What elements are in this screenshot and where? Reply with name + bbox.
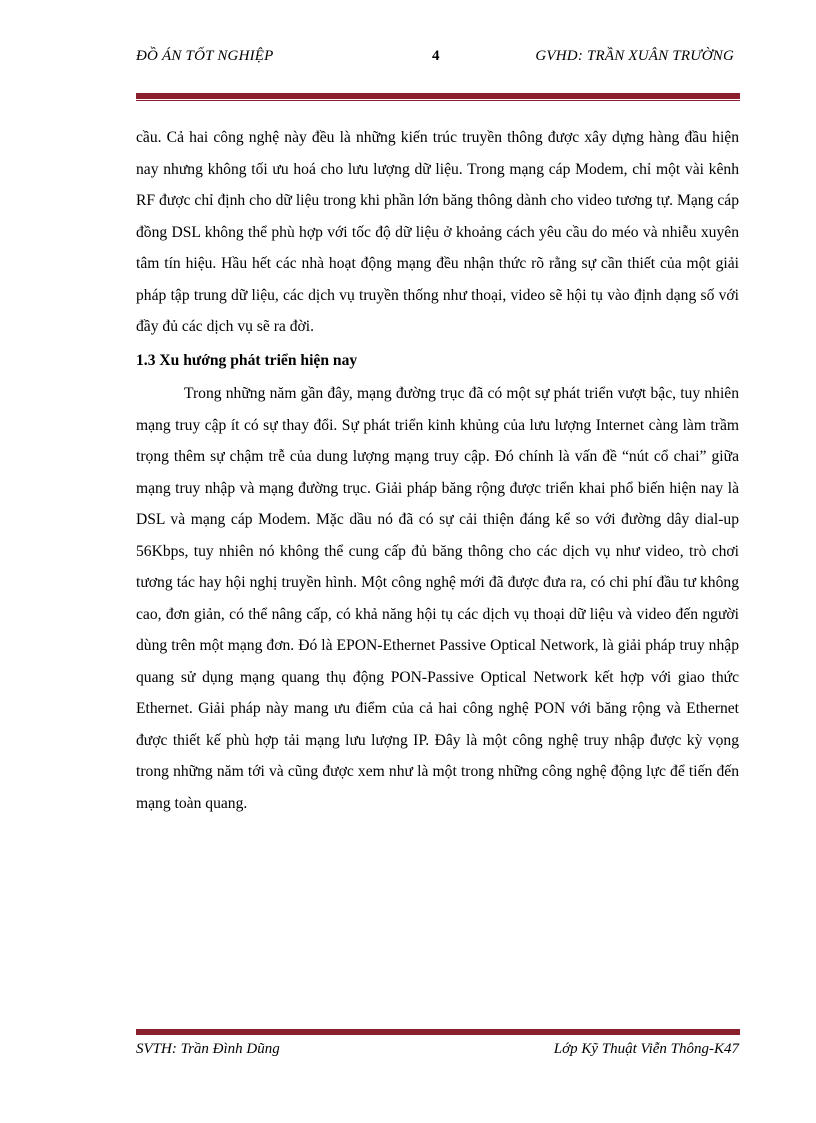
header-divider xyxy=(136,93,740,99)
header-project-title: ĐỒ ÁN TỐT NGHIỆP xyxy=(136,48,274,64)
footer-student: SVTH: Trần Đình Dũng xyxy=(136,1041,280,1057)
paragraph-continuation: cầu. Cả hai công nghệ này đều là những kiến trúc truyền thông được xây dựng hàng đầu hiện nay nhưng không tối ưu hoá cho lưu lượng dữ liệu. Trong mạng cáp Modem, chỉ một vài kênh RF được chỉ định cho dữ liệu trong khi phần lớn băng thông dành cho video tương tự. Mạng cáp đồng DSL không thể phù hợp với tốc độ dữ liệu ở khoảng cách yêu cầu do méo và nhiễu xuyên tâm tín hiệu. Hầu hết các nhà hoạt động mạng đều nhận thức rõ rằng sự cần thiết của một giải pháp tập trung dữ liệu, các dịch vụ truyền thống như thoại, video sẽ hội tụ vào định dạng số với đầy đủ các dịch vụ sẽ ra đời. xyxy=(136,129,739,335)
footer-divider xyxy=(136,1029,740,1035)
page-header xyxy=(136,46,736,72)
document-body xyxy=(136,122,739,819)
header-advisor: GVHD: TRẦN XUÂN TRƯỜNG xyxy=(535,48,734,64)
page-footer xyxy=(136,1041,739,1065)
footer-class: Lớp Kỹ Thuật Viễn Thông-K47 xyxy=(553,1041,739,1057)
section-heading: 1.3 Xu hướng phát triển hiện nay xyxy=(136,351,358,369)
page-number: 4 xyxy=(432,48,440,64)
paragraph-trend: Trong những năm gần đây, mạng đường trục đã có một sự phát triển vượt bậc, tuy nhiên mạng truy cập ít có sự thay đổi. Sự phát triển kinh khủng của lưu lượng Internet càng làm trầm trọng thêm sự chậm trễ của dung lượng mạng truy cập. Đó chính là vấn đề “nút cổ chai” giữa mạng truy nhập và mạng đường trục. Giải pháp băng rộng được triển khai phổ biến hiện nay là DSL và mạng cáp Modem. Mặc dầu nó đã có sự cải thiện đáng kể so với đường dây dial-up 56Kbps, tuy nhiên nó không thể cung cấp đủ băng thông cho các dịch vụ như video, trò chơi tương tác hay hội nghị truyền hình. Một công nghệ mới đã được đưa ra, có chi phí đầu tư không cao, đơn giản, có thể nâng cấp, có khả năng hội tụ các dịch vụ thoại dữ liệu và video đến người dùng trên một mạng đơn. Đó là EPON-Ethernet Passive Optical Network, là giải pháp truy nhập quang sử dụng mạng quang thụ động PON-Passive Optical Network kết hợp với giao thức Ethernet. Giải pháp này mang ưu điểm của cả hai công nghệ PON với băng rộng và Ethernet được thiết kế phù hợp tải mạng lưu lượng IP. Đây là một công nghệ truy nhập được kỳ vọng trong những năm tới và cũng được xem như là một trong những công nghệ động lực để tiến đến mạng toàn quang. xyxy=(136,385,739,812)
